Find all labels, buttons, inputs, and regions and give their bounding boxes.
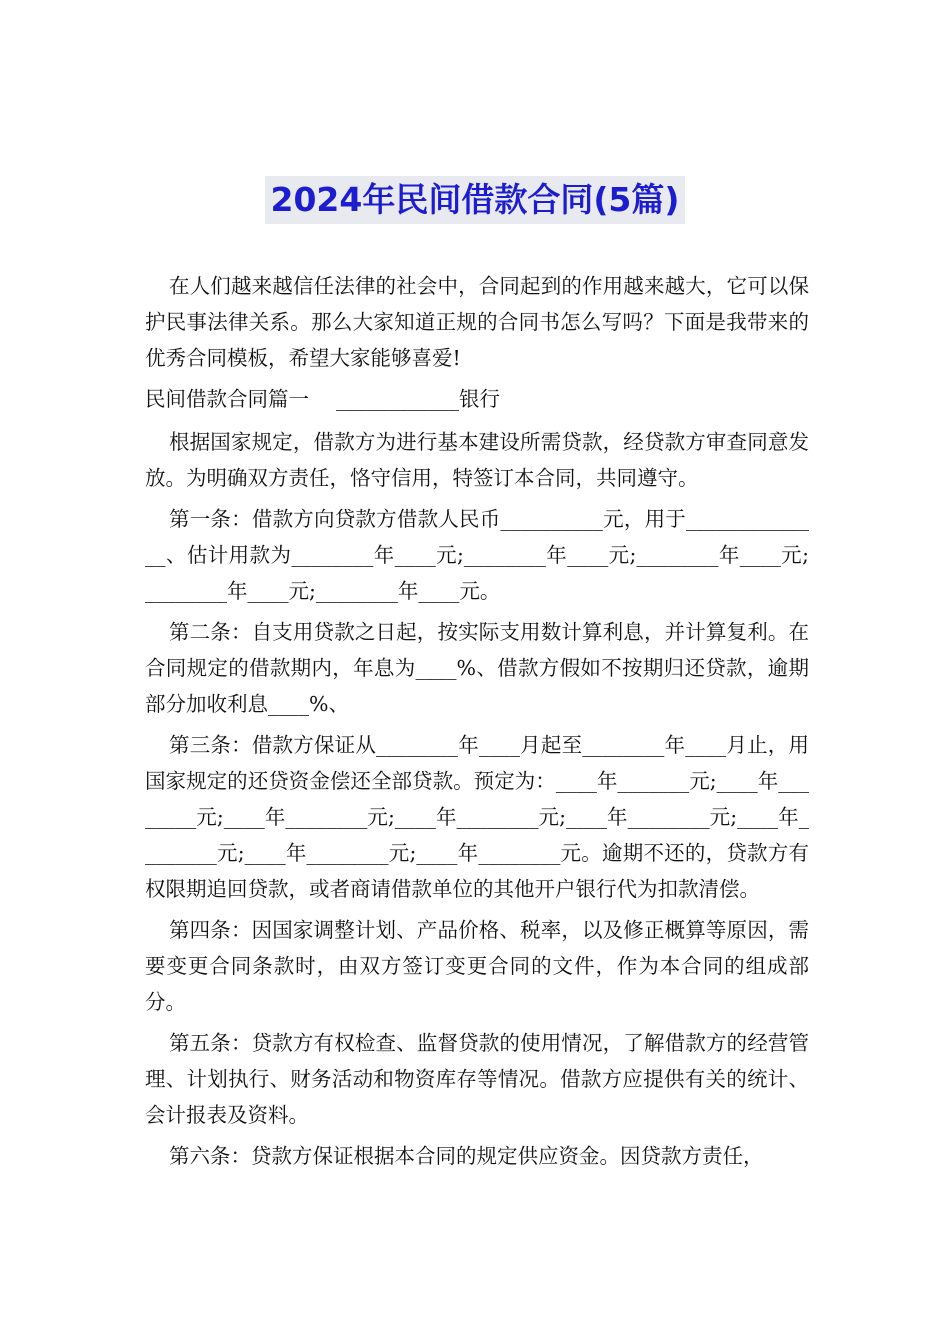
article-2: 第二条：自支用贷款之日起，按实际支用数计算利息，并计算复利。在合同规定的借款期内，年息为____%、借款方假如不按期归还贷款，逾期部分加收利息____%、 — [145, 620, 809, 716]
title-container — [0, 176, 950, 224]
intro-paragraph: 在人们越来越信任法律的社会中，合同起到的作用越来越大，它可以保护民事法律关系。那么大家知道正规的合同书怎么写吗？下面是我带来的优秀合同模板，希望大家能够喜爱! — [145, 274, 809, 370]
article-5: 第五条：贷款方有权检查、监督贷款的使用情况，了解借款方的经营管理、计划执行、财务活动和物资库存等情况。借款方应提供有关的统计、会计报表及资料。 — [145, 1031, 809, 1127]
article-6: 第六条：贷款方保证根据本合同的规定供应资金。因贷款方责任， — [169, 1144, 764, 1168]
article-3: 第三条：借款方保证从________年____月起至________年____月止，用国家规定的还贷资金偿还全部贷款。预定为：____年_______元;____年________元;____年________元;____年________元;____年________元;____年________元;____年________元;____年________元。逾期不还的，贷款方有权限期追回贷款，或者商请借款单位的其他开户银行代为扣款清偿。 — [145, 733, 809, 901]
article-4: 第四条：因国家调整计划、产品价格、税率，以及修正概算等原因，需要变更合同条款时，由双方签订变更合同的文件，作为本合同的组成部分。 — [145, 918, 809, 1014]
document-body — [145, 268, 809, 1179]
article-1: 第一条：借款方向贷款方借款人民币__________元，用于______________、估计用款为________年____元;________年____元;________年____元;________年____元;________年____元。 — [145, 507, 809, 603]
document-title: 2024年民间借款合同(5篇) — [265, 176, 686, 224]
preamble-paragraph: 根据国家规定，借款方为进行基本建设所需贷款，经贷款方审查同意发放。为明确双方责任，恪守信用，特签订本合同，共同遵守。 — [145, 430, 809, 490]
section-heading: 民间借款合同篇一 ____________银行 — [145, 387, 501, 411]
